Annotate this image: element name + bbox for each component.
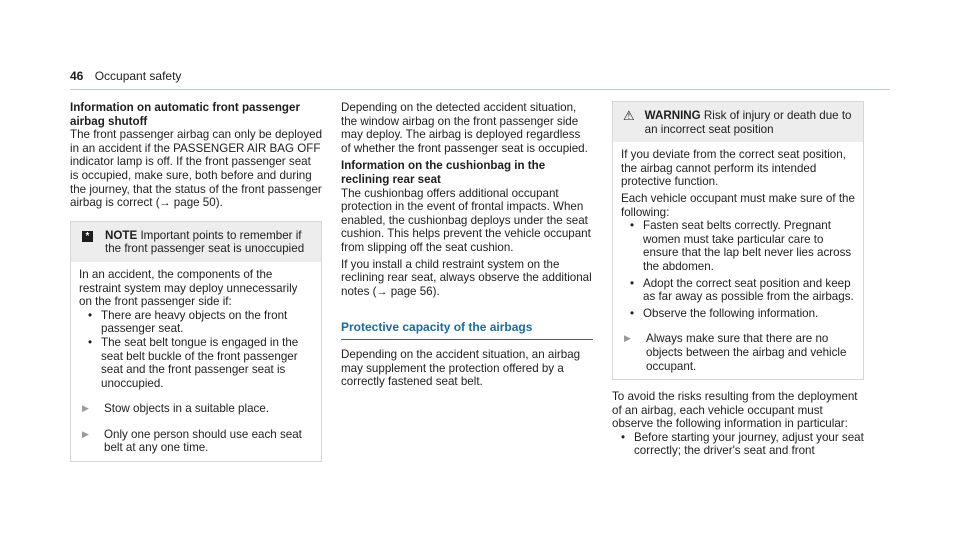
paragraph-protective-capacity: Depending on the accident situation, an airbag may supplement the protection offered by a correctly fastened seat belt.: [341, 347, 581, 389]
warning-paragraph: If you deviate from the correct seat position, the airbag cannot perform its intended protective function.: [621, 148, 846, 189]
tip-arrow-icon: ▶: [82, 403, 89, 414]
heading-cushionbag: Information on the cushionbag in the reclining rear seat: [341, 159, 546, 186]
warning-label: WARNING: [644, 109, 701, 122]
list-item: • There are heavy objects on the front passenger seat.: [88, 308, 288, 336]
header-section: Occupant safety: [94, 69, 182, 83]
warning-box: [612, 101, 864, 380]
note-body: [71, 262, 321, 461]
page-header: [70, 70, 181, 84]
header-divider: [70, 89, 890, 90]
note-title: Important points to remember if the front passenger seat is unoccupied: [105, 228, 305, 256]
column-2: [341, 101, 593, 389]
note-header: [71, 222, 321, 262]
tip-item: ▶ Stow objects in a suitable place.: [79, 402, 313, 416]
bullet-list: [612, 431, 864, 458]
warning-bullet-list: [621, 219, 855, 320]
tip-item: ▶ Only one person should use each seat belt at any one time.: [79, 428, 313, 455]
paragraph-cushionbag: The cushionbag offers additional occupant protection in the event of frontal impacts. When enabled, the cushionbag deploys under the seat cushion. This helps prevent the vehicle occupant from slipping off the seat cushion.: [341, 186, 591, 254]
note-box: [70, 221, 322, 462]
ref-arrow-icon: →: [376, 285, 388, 298]
paragraph-child-restraint: If you install a child restraint system on the reclining rear seat, always observe the additional notes (→ page 56).: [341, 257, 592, 298]
list-item: • Observe the following information.: [630, 306, 819, 320]
list-item: • The seat belt tongue is engaged in the seat belt buckle of the front passenger seat and the front passenger seat is unoccupied.: [88, 335, 299, 390]
note-bullet-list: [79, 309, 313, 391]
paragraph-airbag-shutoff: The front passenger airbag can only be deployed in an accident if the PASSENGER AIR BAG OFF indicator lamp is off. If the front passenger seat is occupied, make sure, both before and during the journey, that the status of the front passenger airbag is correct (→ page 50).: [70, 128, 323, 210]
note-icon: *: [82, 231, 93, 242]
page-reference-link[interactable]: page 56: [390, 284, 433, 298]
warning-header: [613, 102, 863, 142]
paragraph-window-airbag: Depending on the detected accident situation, the window airbag on the front passenger side may deploy. The airbag is deployed regardless of whether the front passenger seat is occupied.: [341, 101, 588, 155]
page-number: 46: [70, 69, 84, 83]
warning-body: [613, 142, 863, 379]
paragraph-avoid-risks: To avoid the risks resulting from the deployment of an airbag, each vehicle occupant must observe the following information in particular:: [612, 390, 858, 431]
column-1: [70, 101, 322, 462]
list-item: • Adopt the correct seat position and keep as far away as possible from the airbags.: [630, 276, 854, 304]
heading-airbag-shutoff: Information on automatic front passenger airbag shutoff: [70, 101, 300, 128]
tip-arrow-icon: ▶: [624, 333, 631, 344]
list-item: • Before starting your journey, adjust your seat correctly; the driver's seat and front: [621, 430, 864, 458]
note-intro: In an accident, the components of the restraint system may deploy unnecessarily on the front passenger side if:: [79, 267, 298, 309]
tip-arrow-icon: ▶: [82, 428, 89, 439]
page-reference-link[interactable]: page 50: [173, 196, 216, 210]
list-item: • Fasten seat belts correctly. Pregnant women must take particular care to ensure that the lap belt never lies across the abdomen.: [630, 219, 852, 273]
section-title-protective-capacity: Protective capacity of the airbags: [341, 321, 593, 340]
warning-icon: ⚠: [623, 108, 635, 123]
note-label: NOTE: [105, 228, 138, 242]
tip-item: ▶ Always make sure that there are no objects between the airbag and vehicle occupant.: [621, 332, 855, 373]
warning-title: Risk of injury or death due to an incorrect seat position: [644, 109, 852, 136]
column-3: [612, 101, 864, 458]
ref-arrow-icon: →: [159, 197, 171, 210]
warning-paragraph: Each vehicle occupant must make sure of the following:: [621, 191, 855, 219]
